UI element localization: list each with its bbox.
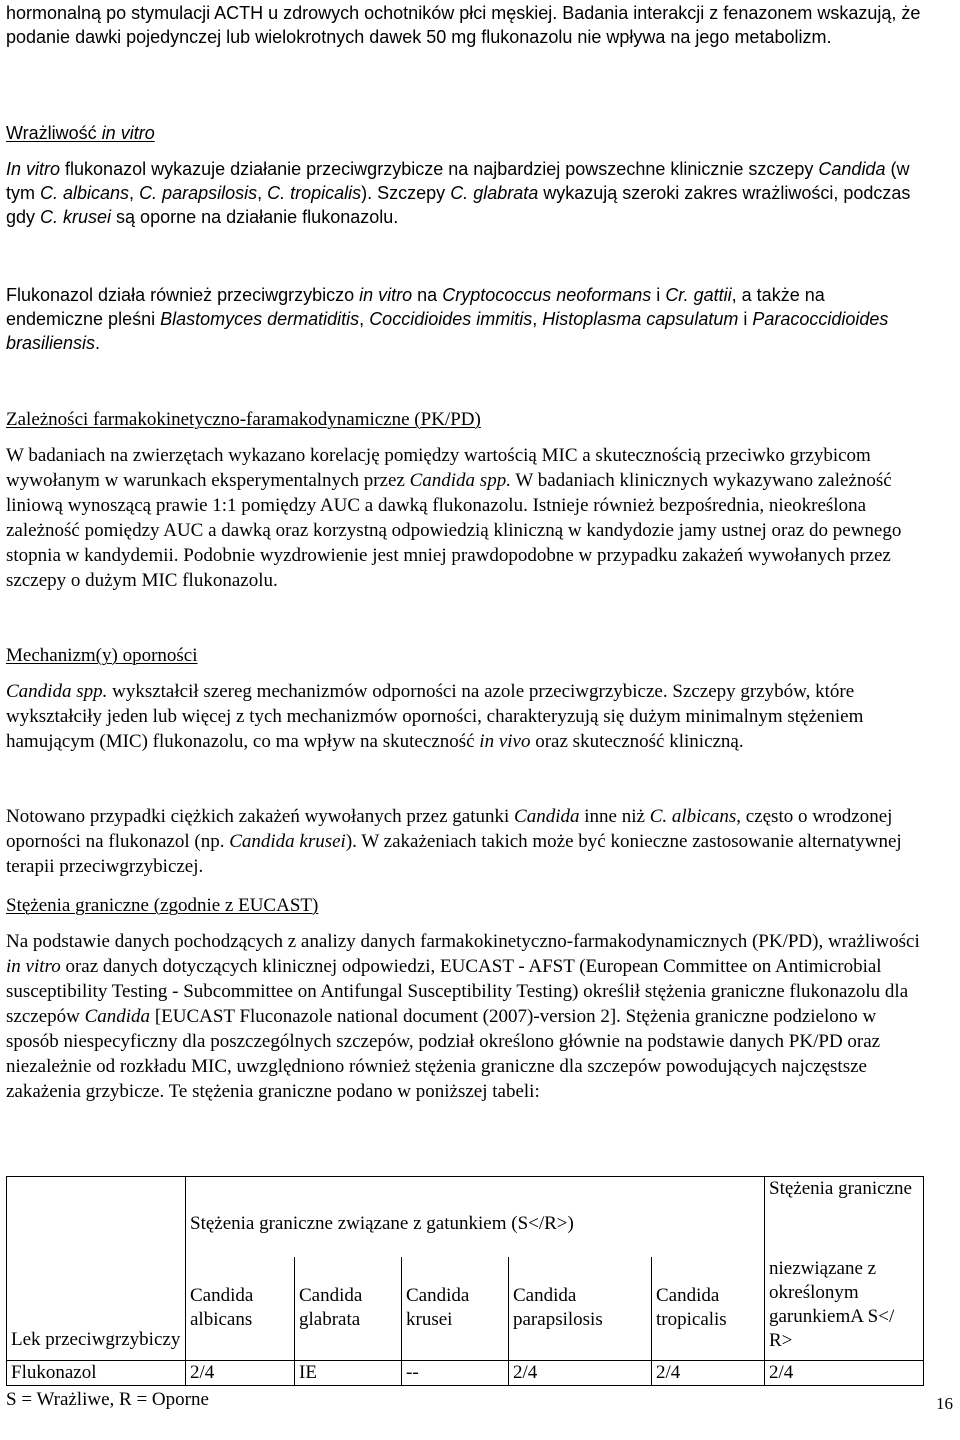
text-run: W badaniach na zwierzętach wykazano korelację pomiędzy wartością MIC a skutecznością przeciwko grzybicom wywołanym w warunkach eksperymentalnych przez (6, 445, 871, 491)
paragraph-resistance (6, 679, 926, 754)
text-run: oraz skuteczność kliniczną. (530, 731, 744, 752)
italic-text: in vitro (6, 956, 61, 977)
text-run: oraz danych dotyczących klinicznej odpowiedzi, EUCAST - AFST (European Committee on Antimicrobial susceptibility Testing - Subcommittee on Antifungal Susceptibility Testing) określił stężenia graniczne flukonazolu dla szczepów (6, 956, 909, 1027)
table-cell-value: 2/4 (652, 1361, 765, 1386)
table-header-species: Candida albicans (186, 1257, 295, 1361)
italic-text: C. parapsilosis (139, 183, 258, 203)
text-run: na (412, 285, 443, 305)
italic-text: Paracoccidioides brasiliensis (6, 309, 889, 353)
italic-text: C. albicans (649, 806, 737, 827)
italic-text: in vivo (479, 731, 531, 752)
table-legend: S = Wrażliwe, R = Oporne (6, 1389, 209, 1410)
text-run: flukonazol wykazuje działanie przeciwgrzybicze na najbardziej powszechne klinicznie szczepy (60, 159, 819, 179)
table-header-drug: Lek przeciwgrzybiczy (7, 1177, 186, 1361)
text-run: , (257, 183, 268, 203)
italic-text: in vitro (101, 123, 155, 143)
table-header-species-group: Stężenia graniczne związane z gatunkiem (S</R>) (186, 1177, 765, 1257)
table-header-nonspecies-2: niezwiązane z określonym garunkiemA S</ R> (765, 1257, 924, 1361)
table-header-species: Candida parapsilosis (509, 1257, 652, 1361)
italic-text: Candida (514, 806, 580, 827)
text-run: W badaniach klinicznych wykazywano zależność liniową wynoszącą prawie 1:1 pomiędzy AUC a dawką flukonazolu. Istnieje również bezpośrednia, nieokreślona zależność pomiędzy AUC a dawką oraz korzystną odpowiedzią kliniczną w kandydozie jamy ustnej oraz do pewnego stopnia w kandydemii. Podobnie wyzdrowienie jest mniej prawdopodobne w przypadku zakażeń wywołanych przez szczepy o dużym MIC flukonazolu. (6, 470, 902, 591)
table-header-species: Candida tropicalis (652, 1257, 765, 1361)
text-run: ). W zakażeniach takich może być konieczne zastosowanie alternatywnej terapii przeciwgrzybiczej. (6, 831, 902, 877)
text-run: i (738, 309, 753, 329)
paragraph-interactions (6, 1, 926, 49)
italic-text: C. albicans (40, 183, 130, 203)
text-run: , (129, 183, 140, 203)
text-run: wykształcił szereg mechanizmów odporności na azole przeciwgrzybicze. Szczepy grzybów, które wykształciły jeden lub więcej z tych mechanizmów oporności, charakteryzują się dużym minimalnym stężeniem hamującym (MIC) flukonazolu, co ma wpływ na skuteczność (6, 681, 864, 752)
italic-text: C. krusei (40, 207, 112, 227)
paragraph-pk-pd (6, 443, 926, 593)
table-row (7, 1361, 924, 1386)
text-run: Flukonazol działa również przeciwgrzybiczo (6, 285, 360, 305)
heading-breakpoints (6, 893, 926, 918)
table-header-nonspecies-1: Stężenia graniczne (765, 1177, 924, 1257)
italic-text: C. glabrata (450, 183, 539, 203)
text-run: Notowano przypadki ciężkich zakażeń wywołanych przez gatunki (6, 806, 515, 827)
page-number: 16 (936, 1394, 953, 1413)
italic-text: Blastomyces dermatiditis (160, 309, 360, 329)
table-cell-value: IE (295, 1361, 402, 1386)
table-header-species: Candida glabrata (295, 1257, 402, 1361)
text-run: Zależności farmakokinetyczno-faramakodynamiczne (PK/PD) (6, 409, 481, 430)
text-run: . (95, 333, 101, 353)
text-run: Mechanizm(y) oporności (6, 645, 198, 666)
text-run: inne niż (579, 806, 650, 827)
italic-text: Candida (84, 1006, 151, 1027)
paragraph-breakpoints (6, 929, 926, 1104)
table-header-species: Candida krusei (402, 1257, 509, 1361)
italic-text: Cr. gattii (665, 285, 732, 305)
text-run: , (359, 309, 370, 329)
italic-text: C. tropicalis (267, 183, 362, 203)
italic-text: Candida (818, 159, 886, 179)
text-run: , często o wrodzonej oporności na flukonazol (np. (6, 806, 893, 852)
italic-text: Candida krusei (229, 831, 346, 852)
heading-in-vitro-susceptibility (6, 121, 926, 145)
italic-text: Candida spp. (409, 470, 511, 491)
italic-text: Candida spp. (6, 681, 108, 702)
text-run: , (532, 309, 543, 329)
text-run: Na podstawie danych pochodzących z analizy danych farmakokinetyczno-farmakodynamicznych (PK/PD), wrażliwości (6, 931, 920, 952)
breakpoints-table (6, 1176, 924, 1386)
heading-resistance-mechanisms (6, 643, 926, 668)
text-run: Wrażliwość (6, 123, 102, 143)
italic-text: in vitro (359, 285, 413, 305)
table-cell-value: 2/4 (186, 1361, 295, 1386)
text-run: i (651, 285, 666, 305)
table-cell-nonspecies: 2/4 (765, 1361, 924, 1386)
italic-text: Histoplasma capsulatum (542, 309, 739, 329)
table-cell-value: 2/4 (509, 1361, 652, 1386)
text-run: ). Szczepy (361, 183, 451, 203)
text-run: (w tym (6, 159, 910, 203)
italic-text: Coccidioides immitis (369, 309, 533, 329)
text-run: są oporne na działanie flukonazolu. (111, 207, 399, 227)
text-run: wykazują szeroki zakres wrażliwości, podczas gdy (6, 183, 911, 227)
table-cell-drug: Flukonazol (7, 1361, 186, 1386)
italic-text: In vitro (6, 159, 61, 179)
paragraph-cryptococcus (6, 283, 926, 355)
text-run: , a także na endemiczne pleśni (6, 285, 825, 329)
heading-pk-pd (6, 407, 926, 432)
text-run: [EUCAST Fluconazole national document (2007)-version 2]. Stężenia graniczne podzielono w sposób niespecyficzny dla poszczególnych szczepów, podział określono głównie na podstawie danych PK/PD oraz niezależnie od rozkładu MIC, uwzględniono również stężenia graniczne dla szczepów powodujących najczęstsze zakażenia grzybicze. Te stężenia graniczne podano w poniższej tabeli: (6, 1006, 881, 1102)
italic-text: Cryptococcus neoformans (442, 285, 652, 305)
text-run: Stężenia graniczne (zgodnie z EUCAST) (6, 895, 319, 916)
table-cell-value: -- (402, 1361, 509, 1386)
paragraph-in-vitro-activity (6, 157, 926, 229)
paragraph-severe-infections (6, 804, 926, 879)
text-run: hormonalną po stymulacji ACTH u zdrowych ochotników płci męskiej. Badania interakcji z fenazonem wskazują, że podanie dawki pojedynczej lub wielokrotnych dawek 50 mg flukonazolu nie wpływa na jego metabolizm. (6, 3, 921, 47)
